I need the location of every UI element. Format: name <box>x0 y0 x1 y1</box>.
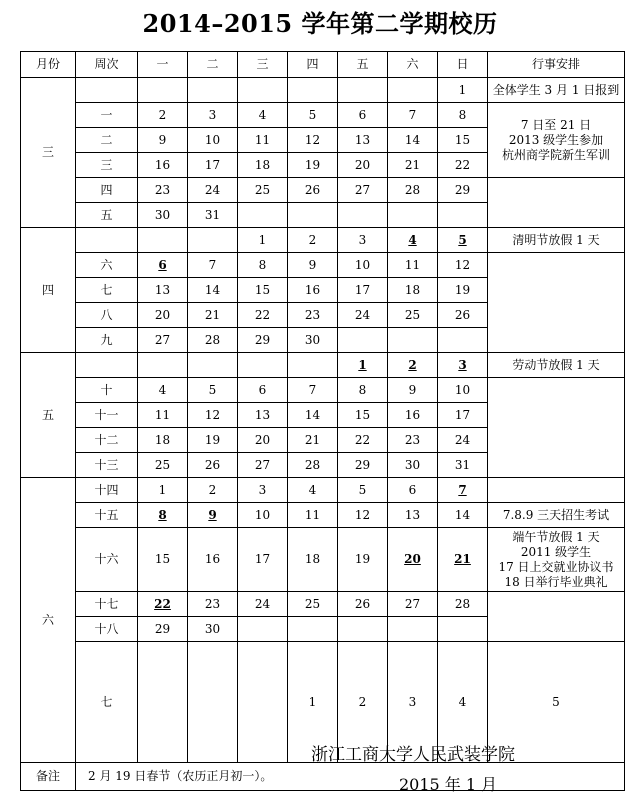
day-cell: 31 <box>438 453 488 478</box>
header-cell: 周次 <box>76 52 138 78</box>
day-cell: 17 <box>338 278 388 303</box>
day-cell: 18 <box>238 153 288 178</box>
schedule-cell <box>488 592 625 642</box>
day-cell <box>238 642 288 763</box>
table-row <box>21 478 625 503</box>
day-cell: 29 <box>338 453 388 478</box>
table-row <box>21 503 625 528</box>
day-cell <box>288 617 338 642</box>
day-cell: 30 <box>288 328 338 353</box>
week-cell: 四 <box>76 178 138 203</box>
day-cell: 3 <box>338 228 388 253</box>
schedule-line: 2013 级学生参加 <box>508 132 604 147</box>
schedule-line: 杭州商学院新生军训 <box>501 147 610 162</box>
holiday-day-cell: 20 <box>388 528 438 592</box>
day-cell: 10 <box>338 253 388 278</box>
day-cell: 13 <box>338 128 388 153</box>
week-cell: 十二 <box>76 428 138 453</box>
schedule-cell <box>488 478 625 503</box>
day-cell <box>388 328 438 353</box>
day-cell: 13 <box>238 403 288 428</box>
notes-text: 2 月 19 日春节（农历正月初一）。 <box>76 763 625 791</box>
header-cell: 一 <box>138 52 188 78</box>
day-cell: 1 <box>438 78 488 103</box>
schedule-cell: 清明节放假 1 天 <box>488 228 625 253</box>
week-cell: 十六 <box>76 528 138 592</box>
week-cell: 十一 <box>76 403 138 428</box>
day-cell: 7 <box>388 103 438 128</box>
footer-date: 2015 年 1 月 <box>399 775 498 794</box>
day-cell: 7 <box>188 253 238 278</box>
page-title: 2014–2015 学年第二学期校历 <box>142 9 498 38</box>
day-cell: 10 <box>238 503 288 528</box>
day-cell: 11 <box>288 503 338 528</box>
day-cell <box>238 203 288 228</box>
day-cell <box>188 228 238 253</box>
day-cell <box>238 617 288 642</box>
day-cell: 15 <box>338 403 388 428</box>
week-cell <box>76 228 138 253</box>
day-cell: 4 <box>288 478 338 503</box>
day-cell: 13 <box>138 278 188 303</box>
day-cell: 6 <box>238 378 288 403</box>
day-cell: 12 <box>188 403 238 428</box>
day-cell: 5 <box>488 642 625 763</box>
header-cell: 三 <box>238 52 288 78</box>
header-cell: 五 <box>338 52 388 78</box>
day-cell: 6 <box>388 478 438 503</box>
header-cell: 日 <box>438 52 488 78</box>
day-cell: 12 <box>288 128 338 153</box>
day-cell: 22 <box>338 428 388 453</box>
week-cell: 十 <box>76 378 138 403</box>
school-calendar-table <box>20 51 625 791</box>
day-cell: 11 <box>238 128 288 153</box>
day-cell <box>138 228 188 253</box>
holiday-day-cell: 2 <box>388 353 438 378</box>
day-cell: 14 <box>388 128 438 153</box>
day-cell: 20 <box>338 153 388 178</box>
schedule-cell: 7.8.9 三天招生考试 <box>488 503 625 528</box>
header-cell: 二 <box>188 52 238 78</box>
month-cell: 五 <box>21 353 76 478</box>
day-cell: 23 <box>288 303 338 328</box>
day-cell: 10 <box>438 378 488 403</box>
day-cell: 24 <box>338 303 388 328</box>
day-cell <box>188 353 238 378</box>
table-row <box>21 103 625 128</box>
week-cell: 十七 <box>76 592 138 617</box>
day-cell: 25 <box>288 592 338 617</box>
day-cell: 26 <box>338 592 388 617</box>
day-cell: 15 <box>438 128 488 153</box>
day-cell: 25 <box>238 178 288 203</box>
day-cell: 3 <box>388 642 438 763</box>
month-cell: 六 <box>21 478 76 763</box>
table-row <box>21 178 625 203</box>
schedule-cell: 全体学生 3 月 1 日报到 <box>488 78 625 103</box>
table-row <box>21 228 625 253</box>
day-cell <box>188 642 238 763</box>
holiday-day-cell: 8 <box>138 503 188 528</box>
day-cell: 12 <box>338 503 388 528</box>
day-cell: 16 <box>138 153 188 178</box>
day-cell: 1 <box>288 642 338 763</box>
day-cell: 14 <box>438 503 488 528</box>
day-cell <box>438 617 488 642</box>
holiday-day-cell: 1 <box>338 353 388 378</box>
day-cell: 26 <box>288 178 338 203</box>
day-cell: 21 <box>388 153 438 178</box>
day-cell: 17 <box>238 528 288 592</box>
day-cell: 8 <box>338 378 388 403</box>
day-cell: 2 <box>288 228 338 253</box>
schedule-cell <box>488 103 625 178</box>
day-cell <box>138 353 188 378</box>
day-cell: 29 <box>438 178 488 203</box>
schedule-line: 17 日上交就业协议书 <box>498 559 614 574</box>
month-cell: 四 <box>21 228 76 353</box>
day-cell <box>338 617 388 642</box>
day-cell <box>288 78 338 103</box>
day-cell: 9 <box>388 378 438 403</box>
day-cell: 16 <box>188 528 238 592</box>
holiday-day-cell: 5 <box>438 228 488 253</box>
day-cell <box>138 78 188 103</box>
day-cell: 21 <box>188 303 238 328</box>
day-cell: 8 <box>438 103 488 128</box>
day-cell: 19 <box>188 428 238 453</box>
day-cell: 2 <box>138 103 188 128</box>
day-cell: 4 <box>238 103 288 128</box>
day-cell <box>238 78 288 103</box>
day-cell <box>388 78 438 103</box>
day-cell: 5 <box>188 378 238 403</box>
day-cell <box>338 203 388 228</box>
week-cell: 三 <box>76 153 138 178</box>
day-cell: 31 <box>188 203 238 228</box>
week-cell: 十八 <box>76 617 138 642</box>
day-cell <box>238 353 288 378</box>
header-cell: 月份 <box>21 52 76 78</box>
schedule-cell: 劳动节放假 1 天 <box>488 353 625 378</box>
holiday-day-cell: 6 <box>138 253 188 278</box>
day-cell: 18 <box>138 428 188 453</box>
schedule-cell <box>488 178 625 228</box>
day-cell: 24 <box>188 178 238 203</box>
day-cell: 28 <box>388 178 438 203</box>
day-cell: 7 <box>288 378 338 403</box>
day-cell <box>338 78 388 103</box>
day-cell: 1 <box>138 478 188 503</box>
day-cell: 14 <box>188 278 238 303</box>
header-cell: 四 <box>288 52 338 78</box>
week-cell <box>76 353 138 378</box>
day-cell: 3 <box>188 103 238 128</box>
day-cell: 16 <box>288 278 338 303</box>
week-cell: 六 <box>76 253 138 278</box>
week-cell: 九 <box>76 328 138 353</box>
day-cell <box>338 328 388 353</box>
day-cell: 29 <box>238 328 288 353</box>
day-cell: 4 <box>438 642 488 763</box>
day-cell: 23 <box>188 592 238 617</box>
day-cell: 5 <box>288 103 338 128</box>
week-cell: 十三 <box>76 453 138 478</box>
day-cell <box>438 203 488 228</box>
table-header-row <box>21 52 625 78</box>
schedule-cell <box>488 528 625 592</box>
week-cell: 八 <box>76 303 138 328</box>
day-cell: 30 <box>388 453 438 478</box>
day-cell: 23 <box>138 178 188 203</box>
day-cell: 1 <box>238 228 288 253</box>
day-cell <box>188 78 238 103</box>
day-cell: 18 <box>388 278 438 303</box>
day-cell: 13 <box>388 503 438 528</box>
day-cell: 27 <box>338 178 388 203</box>
day-cell: 29 <box>138 617 188 642</box>
month-cell: 七 <box>76 642 138 763</box>
day-cell: 15 <box>138 528 188 592</box>
week-cell: 一 <box>76 103 138 128</box>
header-cell: 行事安排 <box>488 52 625 78</box>
schedule-line: 18 日举行毕业典礼 <box>504 574 608 589</box>
notes-label: 备注 <box>21 763 76 791</box>
day-cell: 11 <box>138 403 188 428</box>
day-cell: 4 <box>138 378 188 403</box>
day-cell: 27 <box>238 453 288 478</box>
day-cell: 10 <box>188 128 238 153</box>
footer-organization: 浙江工商大学人民武装学院 <box>311 745 515 765</box>
day-cell: 18 <box>288 528 338 592</box>
day-cell: 28 <box>288 453 338 478</box>
table-row <box>21 78 625 103</box>
day-cell: 20 <box>238 428 288 453</box>
day-cell <box>288 353 338 378</box>
table-row <box>21 528 625 592</box>
day-cell: 20 <box>138 303 188 328</box>
schedule-cell <box>488 253 625 353</box>
day-cell: 16 <box>388 403 438 428</box>
day-cell: 23 <box>388 428 438 453</box>
schedule-line: 端午节放假 1 天 <box>512 529 600 544</box>
header-cell: 六 <box>388 52 438 78</box>
table-row <box>21 378 625 403</box>
week-cell: 十四 <box>76 478 138 503</box>
day-cell: 25 <box>138 453 188 478</box>
day-cell: 26 <box>188 453 238 478</box>
day-cell: 21 <box>288 428 338 453</box>
day-cell: 28 <box>188 328 238 353</box>
week-cell: 十五 <box>76 503 138 528</box>
schedule-cell <box>488 378 625 478</box>
day-cell: 14 <box>288 403 338 428</box>
day-cell: 8 <box>238 253 288 278</box>
day-cell: 12 <box>438 253 488 278</box>
schedule-line: 7 日至 21 日 <box>520 117 592 132</box>
day-cell: 22 <box>438 153 488 178</box>
day-cell: 24 <box>438 428 488 453</box>
day-cell <box>388 203 438 228</box>
week-cell: 二 <box>76 128 138 153</box>
week-cell: 七 <box>76 278 138 303</box>
day-cell: 3 <box>238 478 288 503</box>
day-cell: 19 <box>438 278 488 303</box>
day-cell: 2 <box>338 642 388 763</box>
day-cell: 5 <box>338 478 388 503</box>
table-row <box>21 253 625 278</box>
day-cell: 28 <box>438 592 488 617</box>
holiday-day-cell: 4 <box>388 228 438 253</box>
holiday-day-cell: 9 <box>188 503 238 528</box>
day-cell: 25 <box>388 303 438 328</box>
day-cell: 17 <box>188 153 238 178</box>
day-cell <box>438 328 488 353</box>
day-cell: 2 <box>188 478 238 503</box>
notes-row <box>21 763 625 791</box>
holiday-day-cell: 3 <box>438 353 488 378</box>
week-cell: 五 <box>76 203 138 228</box>
day-cell: 9 <box>138 128 188 153</box>
table-row <box>21 353 625 378</box>
month-cell: 三 <box>21 78 76 228</box>
day-cell: 9 <box>288 253 338 278</box>
day-cell: 26 <box>438 303 488 328</box>
holiday-day-cell: 7 <box>438 478 488 503</box>
day-cell: 15 <box>238 278 288 303</box>
day-cell: 22 <box>238 303 288 328</box>
day-cell: 11 <box>388 253 438 278</box>
day-cell: 19 <box>338 528 388 592</box>
day-cell: 17 <box>438 403 488 428</box>
day-cell <box>388 617 438 642</box>
week-cell <box>76 78 138 103</box>
day-cell: 6 <box>338 103 388 128</box>
holiday-day-cell: 21 <box>438 528 488 592</box>
schedule-line: 2011 级学生 <box>520 544 592 559</box>
day-cell: 30 <box>188 617 238 642</box>
day-cell <box>288 203 338 228</box>
day-cell: 27 <box>138 328 188 353</box>
table-row <box>21 592 625 617</box>
week-cell <box>138 642 188 763</box>
day-cell: 19 <box>288 153 338 178</box>
day-cell: 30 <box>138 203 188 228</box>
day-cell: 27 <box>388 592 438 617</box>
holiday-day-cell: 22 <box>138 592 188 617</box>
day-cell: 24 <box>238 592 288 617</box>
